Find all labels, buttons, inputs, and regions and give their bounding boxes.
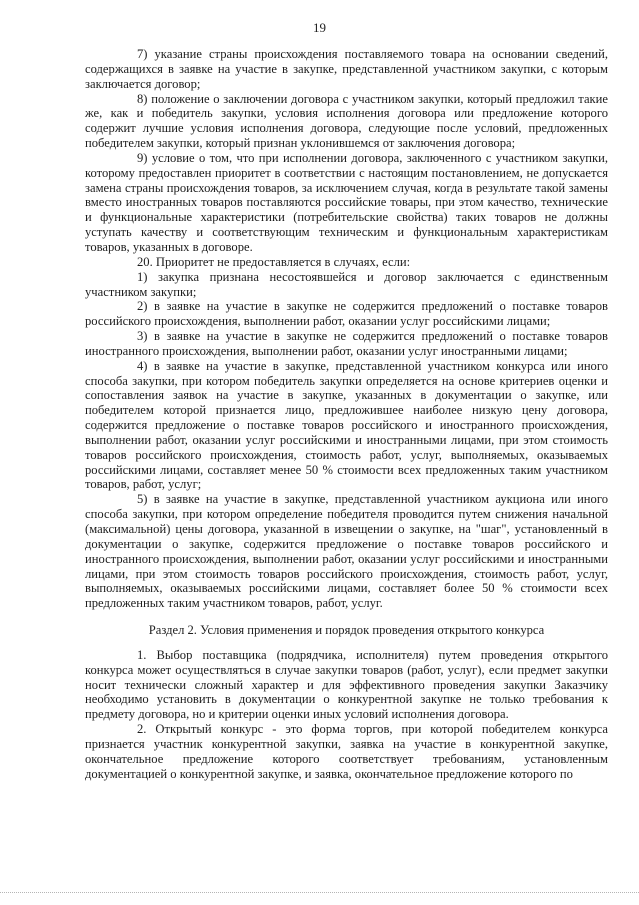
paragraph-item-7: 7) указание страны происхождения поставляемого товара на основании сведений, содержащихся в заявке на участие в закупке, представленной участником закупки, с которым заключается договор;	[85, 47, 608, 91]
paragraph-section2-1: 1. Выбор поставщика (подрядчика, исполнителя) путем проведения открытого конкурса может осуществляться в случае закупки товаров (работ, услуг), если предмет закупки носит технически сложный характер и для эффективного проведения закупки Заказчику необходимо установить в документации о конкурентной закупке не только требования к предмету договора, но и критерии оценки иных условий исполнения договора.	[85, 647, 608, 722]
page-bottom-edge	[0, 892, 639, 894]
paragraph-exception-3: 3) в заявке на участие в закупке не содержится предложений о поставке товаров иностранного происхождения, выполнении работ, оказании услуг иностранными лицами;	[85, 329, 608, 358]
paragraph-exception-5: 5) в заявке на участие в закупке, представленной участником аукциона или иного способа закупки, при котором определение победителя проводится путем снижения начальной (максимальной) цены договора, указанной в извещении о закупке, на "шаг", установленный в документации о закупке, содержится предложение о поставке товаров российского и иностранного происхождения, выполнении работ, оказании услуг российскими и иностранными лицами, при этом стоимость товаров российского происхождения, стоимость работ, услуг, выполняемых, оказываемых российскими лицами, составляет более 50 % стоимости всех предложенных таким участником товаров, работ, услуг.	[85, 492, 608, 611]
paragraph-clause-20: 20. Приоритет не предоставляется в случаях, если:	[137, 254, 411, 269]
paragraph-section2-2: 2. Открытый конкурс - это форма торгов, при которой победителем конкурса признается участник конкурентной закупки, заявка на участие в конкурентной закупке, окончательное предложение которого соответствует требованиям, установленным документацией о конкурентной закупке, и заявка, окончательное предложение которого по	[85, 722, 608, 781]
paragraph-item-9: 9) условие о том, что при исполнении договора, заключенного с участником закупки, которому предоставлен приоритет в соответствии с настоящим постановлением, не допускается замена страны происхождения товаров, за исключением случая, когда в результате такой замены вместо иностранных товаров поставляются российские товары, при этом качество, технические и функциональные характеристики (потребительские свойства) таких товаров не должны уступать качеству и соответствующим техническим и функциональным характеристикам товаров, указанных в договоре.	[85, 150, 608, 254]
section-heading: Раздел 2. Условия применения и порядок проведения открытого конкурса	[148, 623, 545, 638]
document-body	[85, 47, 608, 782]
paragraph-exception-1: 1) закупка признана несостоявшейся и договор заключается с единственным участником закупки;	[85, 269, 608, 299]
paragraph-exception-4: 4) в заявке на участие в закупке, представленной участником конкурса или иного способа закупки, при котором победитель закупки определяется на основе критериев оценки и сопоставления заявок на участие в закупке, указанных в документации о закупке, или победителем которой признается лицо, предложившее наиболее низкую цену договора, содержится предложение о поставке товаров российского и иностранного происхождения, выполнении работ, оказании услуг российскими и иностранными лицами, при этом стоимость товаров российского происхождения, стоимость работ, услуг, выполняемых, оказываемых российскими лицами, составляет менее 50 % стоимости всех предложенных таким участником товаров, работ, услуг;	[85, 358, 608, 492]
page-number: 19	[313, 20, 326, 35]
paragraph-item-8: 8) положение о заключении договора с участником закупки, который предложил такие же, как и победитель закупки, условия исполнения договора или предложение которого содержит лучшие условия исполнения договора, следующие после условий, предложенных победителем закупки, который признан уклонившемся от заключения договора;	[85, 91, 608, 151]
paragraph-exception-2: 2) в заявке на участие в закупке не содержится предложений о поставке товаров российского происхождения, выполнении работ, оказании услуг российскими лицами;	[85, 299, 608, 329]
